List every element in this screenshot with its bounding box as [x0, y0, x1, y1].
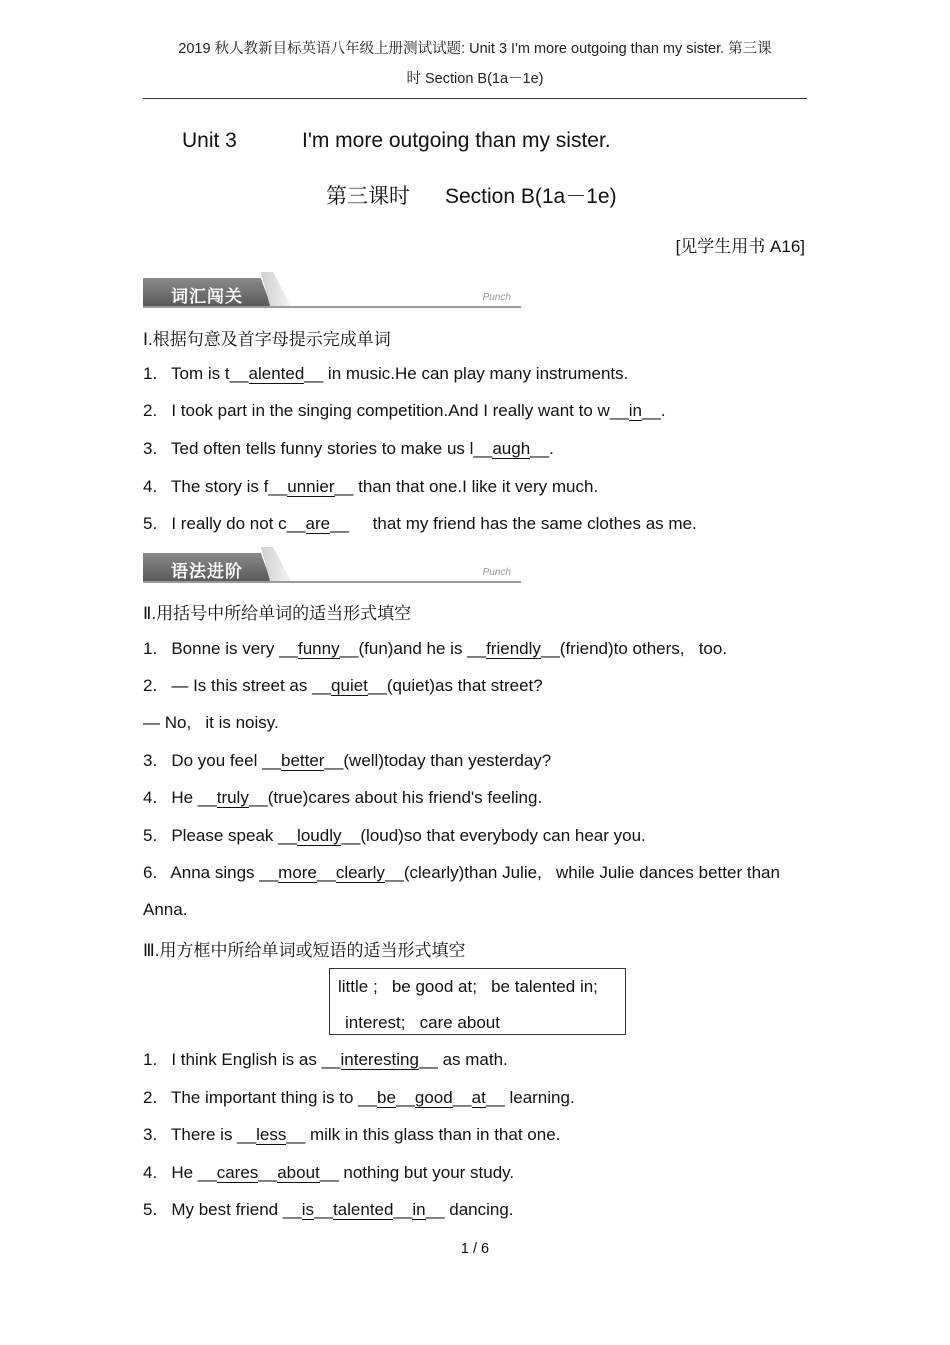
exercise-line: 1. Tom is t__alented__ in music.He can play many instruments.	[143, 364, 629, 383]
word-box-row: interest; care about	[345, 1013, 500, 1032]
exercise-line: 5. I really do not c__are__ that my friend has the same clothes as me.	[143, 514, 697, 533]
exercise-line: 3. Do you feel __better__(well)today than yesterday?	[143, 751, 552, 770]
exercise-line: 3. There is __less__ milk in this glass than in that one.	[143, 1125, 561, 1144]
exercise-line: 2. I took part in the singing competition.And I really want to w__in__.	[143, 401, 666, 420]
exercise-line: — No, it is noisy.	[143, 713, 279, 732]
exercise-line: 5. Please speak __loudly__(loud)so that everybody can hear you.	[143, 826, 646, 845]
unit-title: Unit 3	[182, 129, 237, 152]
word-box	[329, 968, 626, 1035]
part3-heading: Ⅲ.用方框中所给单词或短语的适当形式填空	[143, 941, 466, 960]
vocab-banner	[143, 272, 521, 312]
grammar-banner	[143, 547, 521, 587]
exercise-line: 1. Bonne is very __funny__(fun)and he is __friendly__(friend)to others, too.	[143, 639, 728, 658]
vocab-banner-label: 词汇闯关	[171, 287, 243, 307]
header-divider	[143, 98, 807, 99]
page-number: 1 / 6	[460, 1241, 490, 1257]
part1-heading: Ⅰ.根据句意及首字母提示完成单词	[143, 330, 391, 349]
word-box-row: little ; be good at; be talented in;	[338, 977, 598, 996]
exercise-line: 4. He __cares__about__ nothing but your study.	[143, 1163, 515, 1182]
section-title: Section B(1a－1e)	[445, 185, 617, 208]
punch-label: Punch	[482, 567, 511, 578]
answer: augh	[492, 439, 531, 458]
book-reference: [见学生用书 A16]	[675, 237, 805, 256]
answer: are	[305, 514, 331, 533]
exercise-line: 4. He __truly__(true)cares about his friend's feeling.	[143, 788, 543, 807]
exercise-line: 1. I think English is as __interesting__ as math.	[143, 1050, 508, 1069]
exercise-line: 4. The story is f__unnier__ than that one.I like it very much.	[143, 477, 599, 496]
running-header-line2: 时 Section B(1a－1e)	[406, 71, 544, 87]
exercise-line: 6. Anna sings __more__clearly__(clearly)than Julie, while Julie dances better than	[143, 863, 780, 882]
exercise-line: 3. Ted often tells funny stories to make us l__augh__.	[143, 439, 554, 458]
lesson-title: 第三课时	[326, 185, 410, 208]
running-header-line1: 2019 秋人教新目标英语八年级上册测试试题: Unit 3 I'm more outgoing than my sister. 第三课	[178, 41, 772, 57]
exercise-line: 2. The important thing is to __be__good__at__ learning.	[143, 1088, 575, 1107]
exercise-line: Anna.	[143, 900, 188, 919]
answer: in	[628, 401, 642, 420]
answer: alented	[248, 364, 305, 383]
punch-label: Punch	[482, 292, 511, 303]
part2-heading: Ⅱ.用括号中所给单词的适当形式填空	[143, 604, 412, 623]
grammar-banner-label: 语法进阶	[171, 562, 243, 582]
exercise-line: 5. My best friend __is__talented__in__ dancing.	[143, 1200, 514, 1219]
unit-sentence: I'm more outgoing than my sister.	[302, 129, 611, 152]
exercise-line: 2. — Is this street as __quiet__(quiet)as that street?	[143, 676, 543, 695]
answer: unnier	[287, 477, 335, 496]
